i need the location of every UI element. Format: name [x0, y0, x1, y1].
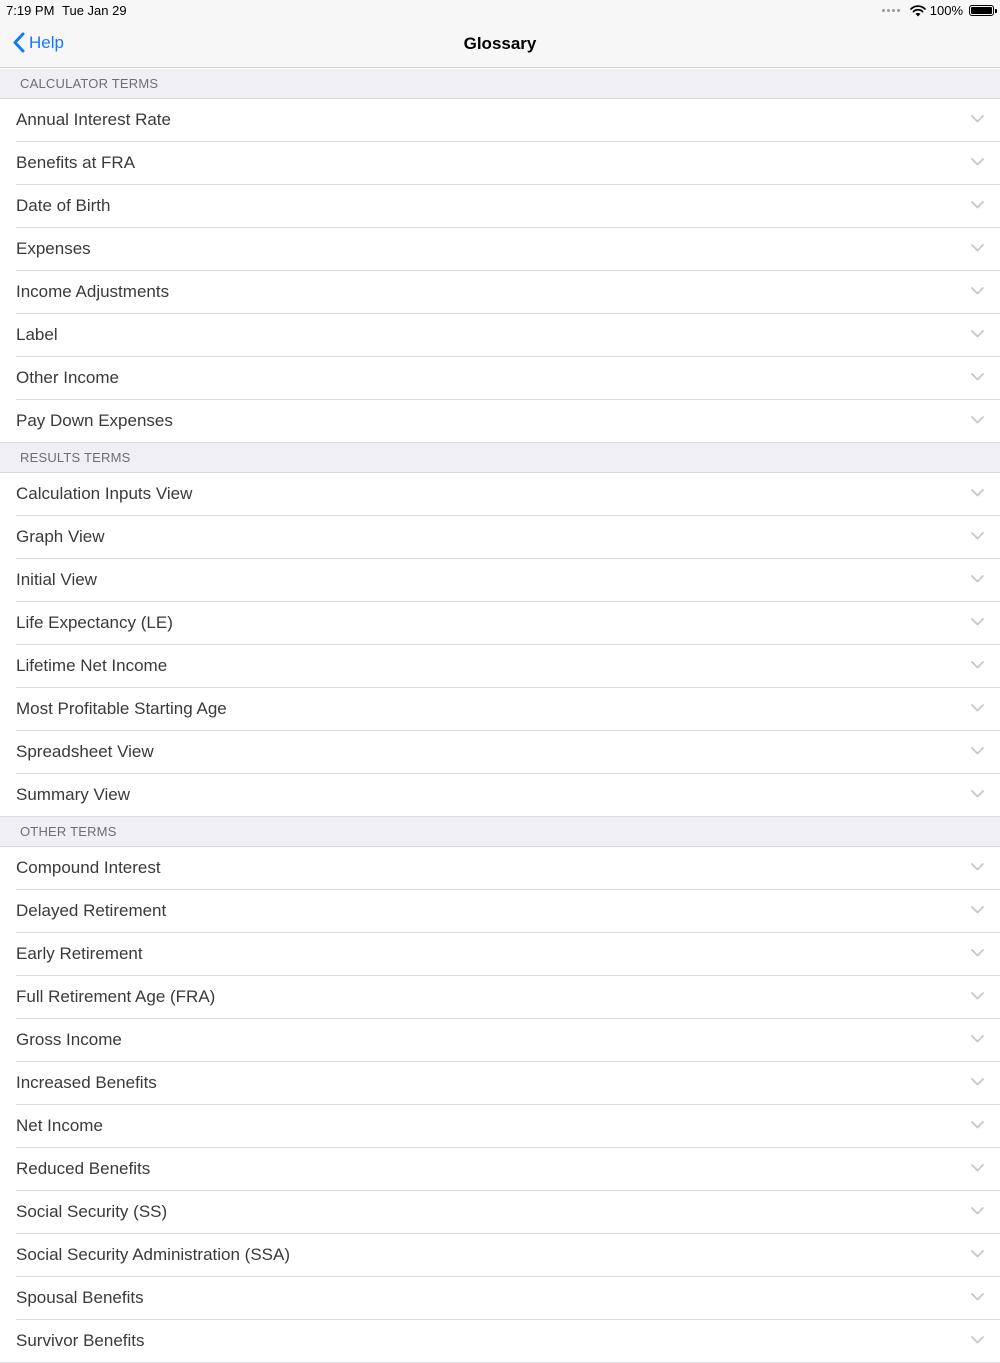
- glossary-term-label: Expenses: [16, 239, 91, 258]
- glossary-row[interactable]: [0, 774, 1000, 817]
- glossary-row[interactable]: [0, 688, 1000, 731]
- glossary-term-label: Summary View: [16, 785, 130, 804]
- glossary-row[interactable]: [0, 976, 1000, 1019]
- glossary-row[interactable]: [0, 99, 1000, 142]
- glossary-row[interactable]: [0, 142, 1000, 185]
- glossary-row[interactable]: [0, 1320, 1000, 1363]
- chevron-down-icon: [971, 906, 984, 914]
- glossary-row[interactable]: [0, 1277, 1000, 1320]
- glossary-term-label: Delayed Retirement: [16, 901, 167, 920]
- glossary-term-label: Calculation Inputs View: [16, 484, 193, 503]
- glossary-term-label: Reduced Benefits: [16, 1159, 151, 1178]
- glossary-term-label: Most Profitable Starting Age: [16, 699, 227, 718]
- chevron-down-icon: [971, 575, 984, 583]
- chevron-down-icon: [971, 532, 984, 540]
- section-header: CALCULATOR TERMS: [0, 69, 1000, 99]
- glossary-term-label: Initial View: [16, 570, 97, 589]
- glossary-row[interactable]: [0, 731, 1000, 774]
- back-label: Help: [29, 32, 64, 52]
- chevron-down-icon: [971, 115, 984, 123]
- chevron-down-icon: [971, 373, 984, 381]
- glossary-row[interactable]: [0, 473, 1000, 516]
- navigation-bar: [0, 20, 1000, 68]
- chevron-down-icon: [971, 1207, 984, 1215]
- glossary-row[interactable]: [0, 400, 1000, 443]
- chevron-down-icon: [971, 618, 984, 626]
- glossary-row[interactable]: [0, 847, 1000, 890]
- glossary-row[interactable]: [0, 1105, 1000, 1148]
- chevron-down-icon: [971, 1293, 984, 1301]
- glossary-row[interactable]: [0, 1234, 1000, 1277]
- glossary-term-label: Spousal Benefits: [16, 1288, 144, 1307]
- glossary-term-label: Pay Down Expenses: [16, 411, 173, 430]
- glossary-term-label: Income Adjustments: [16, 282, 170, 301]
- battery-percent: 100%: [929, 3, 963, 18]
- status-bar: [0, 0, 1000, 20]
- glossary-row[interactable]: [0, 357, 1000, 400]
- battery-icon: [969, 5, 994, 16]
- glossary-term-label: Net Income: [16, 1116, 103, 1135]
- glossary-row[interactable]: [0, 602, 1000, 645]
- glossary-term-label: Compound Interest: [16, 858, 161, 877]
- glossary-row[interactable]: [0, 645, 1000, 688]
- chevron-down-icon: [971, 1164, 984, 1172]
- glossary-term-label: Graph View: [16, 527, 105, 546]
- glossary-term-label: Date of Birth: [16, 196, 111, 215]
- glossary-term-label: Social Security Administration (SSA): [16, 1245, 290, 1264]
- status-date: Tue Jan 29: [62, 3, 127, 18]
- chevron-down-icon: [971, 1336, 984, 1344]
- glossary-row[interactable]: [0, 185, 1000, 228]
- status-time: 7:19 PM: [6, 3, 55, 18]
- chevron-down-icon: [971, 1121, 984, 1129]
- glossary-term-label: Label: [16, 325, 58, 344]
- glossary-term-label: Lifetime Net Income: [16, 656, 168, 675]
- glossary-term-label: Other Income: [16, 368, 119, 387]
- glossary-term-label: Early Retirement: [16, 944, 143, 963]
- glossary-term-label: Social Security (SS): [16, 1202, 168, 1221]
- section-header: OTHER TERMS: [0, 817, 1000, 847]
- status-indicators: [882, 3, 994, 18]
- wifi-icon: [910, 5, 926, 17]
- glossary-row[interactable]: [0, 1062, 1000, 1105]
- chevron-down-icon: [971, 201, 984, 209]
- glossary-term-label: Benefits at FRA: [16, 153, 136, 172]
- glossary-row[interactable]: [0, 1019, 1000, 1062]
- glossary-term-label: Annual Interest Rate: [16, 110, 171, 129]
- glossary-row[interactable]: [0, 890, 1000, 933]
- chevron-down-icon: [971, 863, 984, 871]
- chevron-down-icon: [971, 158, 984, 166]
- chevron-down-icon: [971, 244, 984, 252]
- glossary-row[interactable]: [0, 1191, 1000, 1234]
- chevron-down-icon: [971, 949, 984, 957]
- page-title: Glossary: [463, 34, 537, 53]
- chevron-down-icon: [971, 661, 984, 669]
- glossary-term-label: Spreadsheet View: [16, 742, 154, 761]
- chevron-down-icon: [971, 704, 984, 712]
- glossary-row[interactable]: [0, 559, 1000, 602]
- glossary-row[interactable]: [0, 933, 1000, 976]
- glossary-row[interactable]: [0, 1148, 1000, 1191]
- glossary-row[interactable]: [0, 516, 1000, 559]
- glossary-term-label: Full Retirement Age (FRA): [16, 987, 216, 1006]
- chevron-down-icon: [971, 489, 984, 497]
- glossary-term-label: Survivor Benefits: [16, 1331, 145, 1350]
- chevron-down-icon: [971, 416, 984, 424]
- section-header: RESULTS TERMS: [0, 443, 1000, 473]
- glossary-row[interactable]: [0, 228, 1000, 271]
- glossary-row[interactable]: [0, 314, 1000, 357]
- cellular-signal-icon: [882, 9, 900, 12]
- glossary-term-label: Gross Income: [16, 1030, 122, 1049]
- chevron-down-icon: [971, 1035, 984, 1043]
- chevron-down-icon: [971, 1250, 984, 1258]
- glossary-row[interactable]: [0, 271, 1000, 314]
- glossary-term-label: Increased Benefits: [16, 1073, 157, 1092]
- glossary-list: [0, 69, 1000, 1363]
- chevron-down-icon: [971, 287, 984, 295]
- chevron-down-icon: [971, 992, 984, 1000]
- chevron-down-icon: [971, 1078, 984, 1086]
- glossary-term-label: Life Expectancy (LE): [16, 613, 173, 632]
- chevron-down-icon: [971, 330, 984, 338]
- chevron-down-icon: [971, 790, 984, 798]
- chevron-down-icon: [971, 747, 984, 755]
